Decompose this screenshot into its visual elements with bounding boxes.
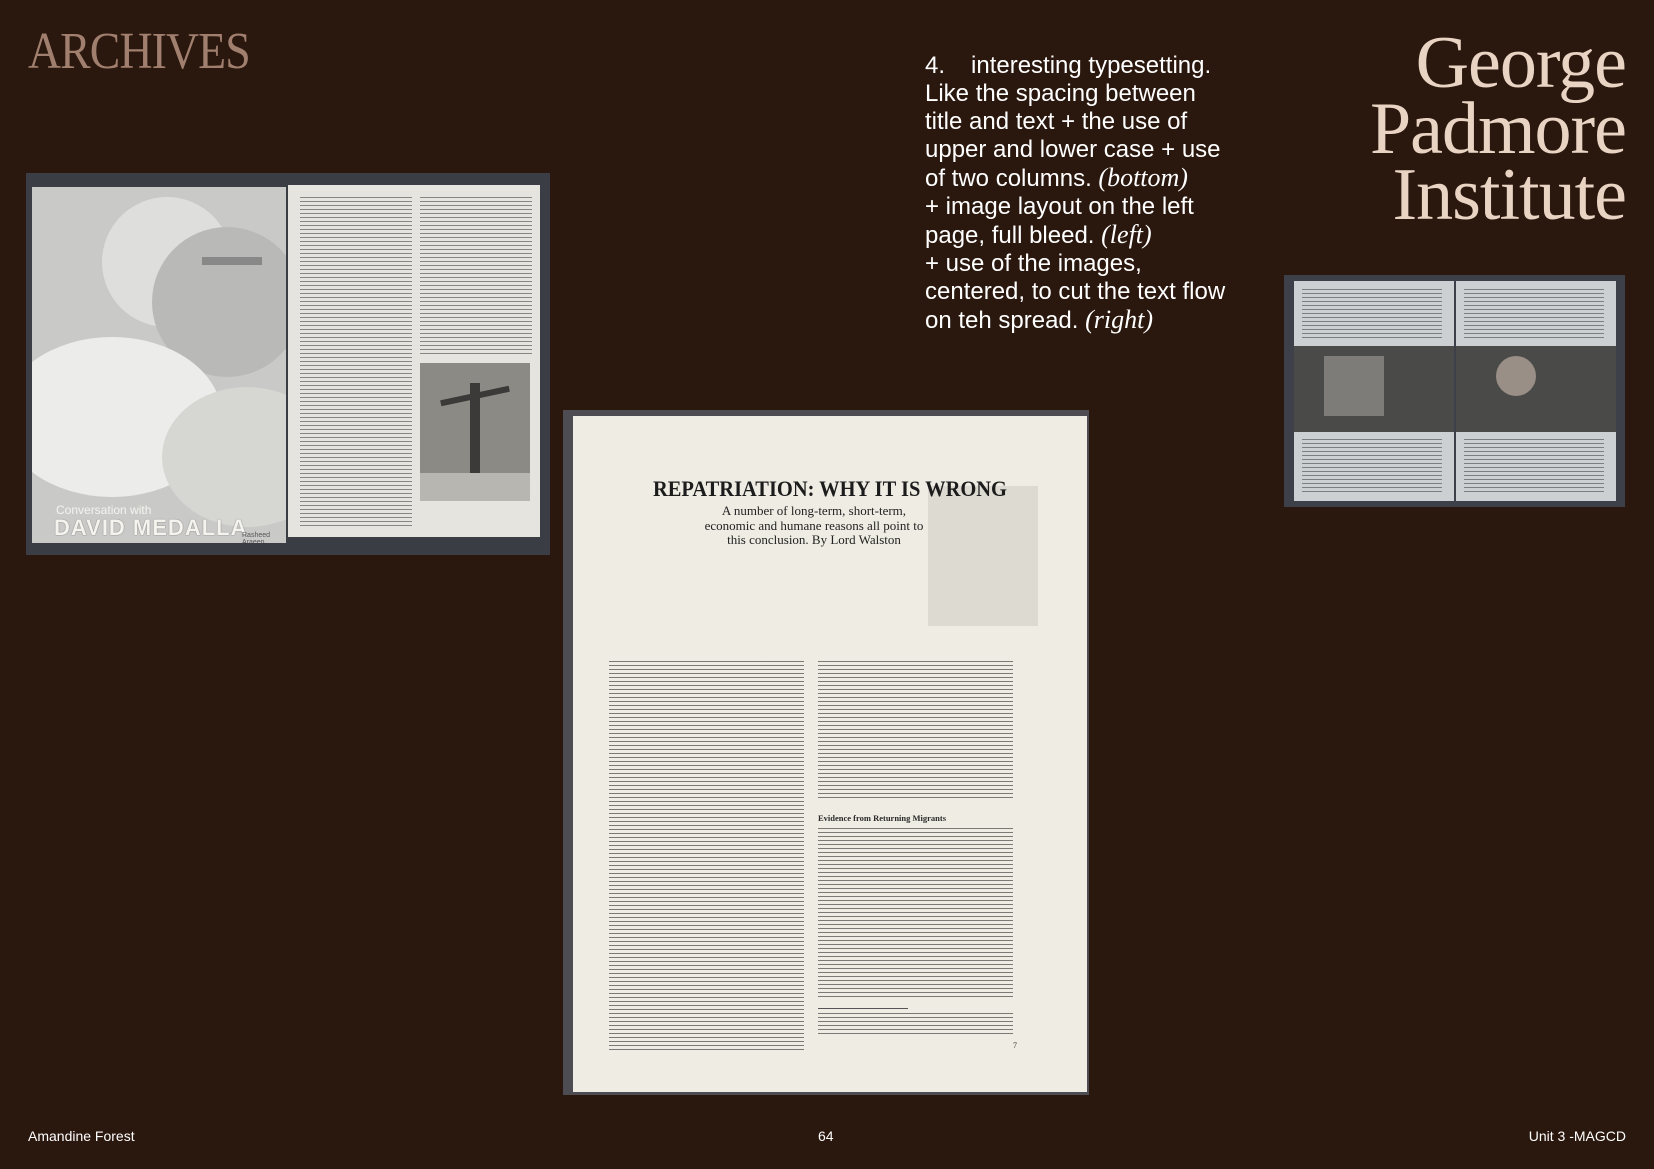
note-line: + use of the images,: [925, 250, 1142, 277]
centered-images-spread-photo: [1284, 275, 1625, 507]
text-column: [1464, 439, 1604, 493]
note-line: upper and lower case + use: [925, 136, 1221, 163]
conversation-label: Conversation with: [56, 503, 152, 517]
spread-left-page: [32, 187, 286, 543]
medalla-title: DAVID MEDALLA: [54, 515, 248, 540]
institute-line: Institute: [1392, 154, 1626, 236]
text-column: [420, 197, 532, 357]
note-line: title and text + the use of: [925, 108, 1188, 135]
note-number: 4.: [925, 52, 946, 79]
text-column: [1302, 289, 1442, 341]
text-column: [300, 197, 412, 527]
note-line: on teh spread.: [925, 307, 1079, 334]
text-column: [1302, 439, 1442, 493]
sculpture-photo: [420, 363, 530, 501]
text-column-right-bottom: [818, 828, 1013, 1000]
bottom-label: (bottom): [1098, 163, 1188, 192]
note-line: Like the spacing between: [925, 80, 1196, 107]
article-headline: REPATRIATION: WHY IT IS WRONG: [653, 476, 1007, 501]
note-line: + image layout on the left: [925, 193, 1194, 220]
note-line: of two columns.: [925, 165, 1092, 192]
shelf-shape: [202, 257, 262, 265]
institute-line: Padmore: [1369, 88, 1626, 170]
footer-page-number: 64: [818, 1128, 834, 1144]
footer-unit: Unit 3 -MAGCD: [1528, 1128, 1626, 1144]
text-column: [1464, 289, 1604, 341]
left-label: (left): [1101, 220, 1152, 249]
image-band: [1294, 346, 1454, 432]
article-standfirst: A number of long-term, short-term, economic and humane reasons all point to this conclusion. By Lord Walston: [704, 503, 924, 548]
repatriation-article-photo: [563, 410, 1089, 1095]
text-column-left: [609, 661, 804, 1051]
medalla-spread-photo: [26, 173, 550, 555]
institute-line: George: [1415, 22, 1626, 104]
note-line: page, full bleed.: [925, 222, 1095, 249]
figure-image: [1496, 356, 1536, 396]
image-band: [1456, 346, 1616, 432]
article-page-number: 7: [1013, 1041, 1017, 1050]
spread-right-page: [1456, 281, 1616, 501]
article-subhead: Evidence from Returning Migrants: [818, 813, 947, 823]
typesetting-note: [925, 52, 1270, 335]
ground-shape: [420, 473, 530, 501]
faded-background-image: [928, 486, 1038, 626]
note-line: centered, to cut the text flow: [925, 278, 1226, 305]
section-title: ARCHIVES: [28, 23, 250, 80]
shelf-image: [1324, 356, 1384, 416]
article-byline: Rasheed Araeen: [242, 532, 271, 543]
note-line: interesting typesetting.: [971, 52, 1212, 79]
footnote-rule: [818, 1008, 908, 1009]
institute-title: [1369, 22, 1626, 236]
article-page: [573, 416, 1087, 1092]
footer-author: Amandine Forest: [28, 1128, 135, 1144]
footnote-text: [818, 1013, 1013, 1037]
spread-left-page: [1294, 281, 1454, 501]
right-label: (right): [1085, 305, 1154, 334]
spread-right-page: [288, 185, 540, 537]
text-column-right-top: [818, 661, 1013, 799]
